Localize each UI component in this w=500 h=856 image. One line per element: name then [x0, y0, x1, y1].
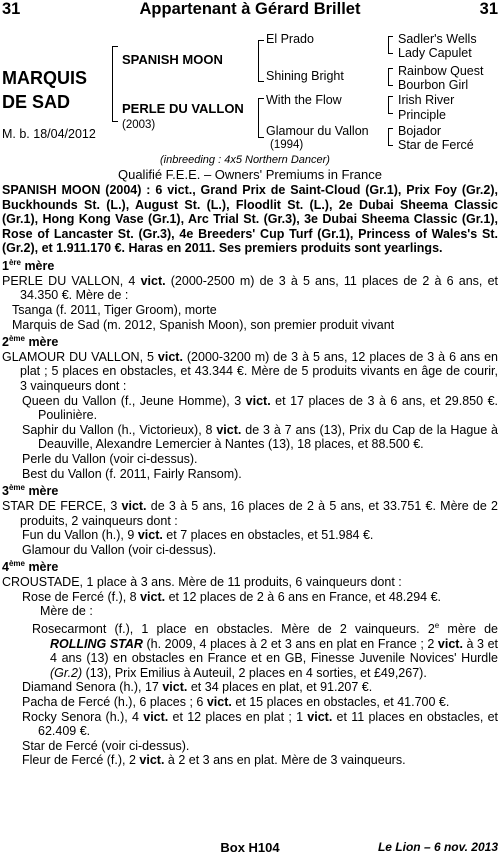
bracket-sire [258, 40, 264, 82]
sec-num: 1 [2, 259, 9, 274]
lot-number-left: 31 [2, 0, 21, 18]
text: et 7 places en obstacles, et 51.984 €. [162, 528, 374, 543]
text: STAR DE FERCE, 3 [2, 498, 122, 513]
sec-label: mère [24, 560, 59, 575]
sup: e [434, 620, 440, 630]
text: Rosecarmont (f.), 1 place en obstacles. Mère de 2 vainqueurs. 2 [32, 622, 435, 636]
text: (2000-2500 m) de 3 à 5 ans, 11 places de 2 à 6 ans, et 34.350 €. Mère de : [20, 273, 498, 303]
text: à 3 et 4 ans (13) en obstacles en France et en GB, Finesse Juvenile Novices' Hurdle [50, 636, 498, 666]
page-footer [0, 840, 500, 856]
dam-sire: With the Flow [266, 93, 342, 107]
catalogue-body [2, 183, 498, 768]
sire-sire: El Prado [266, 32, 314, 46]
text: (13), Prix Emilius à Auteuil, 2 places en 4 sorties, et £49,267). [82, 665, 427, 680]
ggp-8: Star de Fercé [398, 138, 474, 152]
text: et 11 places en obstacles, et 62.409 €. [38, 709, 498, 739]
text: mère de [439, 622, 498, 636]
progeny-item: Tsanga (f. 2011, Tiger Groom), morte [12, 302, 217, 317]
progeny-item: Glamour du Vallon (voir ci-dessus). [22, 542, 217, 557]
progeny-item [2, 528, 498, 543]
progeny-item: Best du Vallon (f. 2011, Fairly Ransom). [22, 466, 242, 481]
bracket-ggp-4 [388, 128, 393, 146]
progeny-item: Perle du Vallon (voir ci-dessus). [22, 452, 198, 466]
dam-dam-year: (1994) [270, 139, 304, 151]
text: GLAMOUR DU VALLON, 5 [2, 349, 158, 364]
text: et 12 places en plat ; 1 [168, 709, 308, 724]
bracket-parents [112, 46, 118, 122]
sec-label: mère [24, 484, 59, 499]
sec-num: 4 [2, 560, 9, 575]
vict: vict. [157, 349, 183, 364]
text: et 12 places de 2 à 6 ans en France, et 48.294 €. [165, 589, 442, 604]
progeny-item [2, 753, 498, 768]
dam-3-entry [2, 499, 498, 528]
section-1ere-mere [2, 256, 498, 274]
sec-sup: ème [8, 334, 25, 344]
text: (h. 2009, 4 places à 2 et 3 ans en plat en France ; 2 [142, 636, 438, 651]
ggp-7: Bojador [398, 124, 442, 138]
text: Rocky Senora (h.), 4 [22, 709, 144, 724]
horse-name-line1: MARQUIS [2, 68, 87, 88]
text: Diamand Senora (h.), 17 [22, 680, 163, 695]
sec-sup: ère [8, 257, 21, 267]
vict: vict. [206, 694, 232, 709]
grade: (Gr.2) [50, 665, 83, 680]
vict: vict. [139, 753, 165, 768]
dam-2-entry [2, 350, 498, 394]
text: PERLE DU VALLON, 4 [2, 273, 141, 288]
vict: vict. [307, 709, 333, 724]
text: Queen du Vallon (f., Jeune Homme), 3 [22, 393, 246, 408]
vict: vict. [143, 709, 169, 724]
rolling-star: ROLLING STAR [50, 636, 143, 651]
dam-year: (2003) [122, 119, 156, 131]
page-title: Appartenant à Gérard Brillet [139, 0, 361, 18]
text: et 34 places en plat, et 91.207 €. [187, 680, 373, 695]
progeny-item [2, 710, 498, 739]
vict: vict. [245, 393, 271, 408]
lot-number-right: 31 [479, 0, 498, 18]
text: Fleur de Fercé (f.), 2 [22, 753, 140, 768]
sire-name: SPANISH MOON [122, 52, 223, 67]
progeny-item: Marquis de Sad (m. 2012, Spanish Moon), son premier produit vivant [12, 317, 395, 332]
bracket-ggp-2 [388, 68, 393, 86]
progeny-item [2, 590, 498, 605]
dam-dam: Glamour du Vallon [266, 124, 369, 138]
sale-source: Le Lion – 6 nov. 2013 [377, 840, 498, 854]
progeny-item [2, 695, 498, 710]
sire-performance: SPANISH MOON (2004) : 6 vict., Grand Prix de Saint-Cloud (Gr.1), Prix Foy (Gr.2), Buckhounds St. (L.), August St. (L.), Floodlit St. (L.), 2e Dubai Sheema Classic (Gr.1), Hong Kong Vase (Gr.1), Arc Trial St. (Gr.3), 3e Dubai Sheema Classic (Gr.1), Rose of Lancaster St. (Gr.3), 4e Breeders' Cup Turf (Gr.1), Princess of Wales's St. (Gr.2), et 1.911.170 €. Haras en 2011. Ses premiers produits sont yearlings. [2, 183, 498, 256]
text: et 17 places de 3 à 6 ans, et 29.850 €. Poulinière. [38, 393, 499, 423]
horse-name-line2: DE SAD [2, 92, 71, 112]
text: de 3 à 7 ans (13), Prix du Cap de la Hague à Deauville, Alexandre Lemercier à Nantes (13), 18 places, et 88.500 €. [38, 422, 499, 452]
ggp-1: Sadler's Wells [398, 32, 477, 46]
text: (2000-3200 m) de 3 à 5 ans, 12 places de 3 à 6 ans en plat ; 5 places en obstacles, et 43.344 €. Mère de 5 produits vivants en âge de courir, 3 vainqueurs dont : [20, 349, 498, 394]
vict: vict. [216, 422, 242, 437]
vict: vict. [437, 636, 463, 651]
sec-sup: ème [8, 483, 25, 493]
box-number: Box H104 [220, 840, 280, 855]
ggp-4: Bourbon Girl [398, 78, 469, 92]
text: à 2 et 3 ans en plat. Mère de 3 vainqueurs. [164, 753, 406, 768]
text: de 3 à 5 ans, 16 places de 2 à 5 ans, et 33.751 €. Mère de 2 produits, 2 vainqueurs dont : [20, 498, 498, 528]
sire-dam: Shining Bright [266, 69, 344, 83]
dam-name: PERLE DU VALLON [122, 101, 244, 116]
ggp-6: Principle [398, 108, 446, 122]
page-header [2, 0, 498, 20]
vict: vict. [140, 273, 166, 288]
progeny-item: Star de Fercé (voir ci-dessus). [22, 738, 190, 753]
progeny-item [2, 423, 498, 452]
qualification-note [0, 167, 500, 182]
sec-label: mère [24, 335, 59, 350]
progeny-item [2, 394, 498, 423]
grandprogeny-item [2, 619, 498, 681]
horse-info: M. b. 18/04/2012 [2, 127, 96, 141]
text: Fun du Vallon (h.), 9 [22, 528, 138, 543]
mere-de-label: Mère de : [40, 604, 93, 619]
ggp-5: Irish River [398, 93, 455, 107]
vict: vict. [137, 528, 163, 543]
progeny-item [2, 680, 498, 695]
ggp-2: Lady Capulet [398, 46, 472, 60]
sec-num: 3 [2, 484, 9, 499]
sec-sup: ème [8, 559, 25, 569]
vict: vict. [140, 589, 166, 604]
sec-num: 2 [2, 335, 9, 350]
text: et 15 places en obstacles, et 41.700 €. [231, 694, 450, 709]
section-3eme-mere [2, 481, 498, 499]
bracket-dam [258, 98, 264, 138]
vict: vict. [162, 680, 188, 695]
section-4eme-mere [2, 557, 498, 575]
sec-label: mère [20, 259, 55, 274]
qualification-text: Qualifié F.E.E. – Owners' Premiums in France [117, 167, 382, 182]
dam-1-entry [2, 274, 498, 303]
section-2eme-mere [2, 332, 498, 350]
dam-4-entry: CROUSTADE, 1 place à 3 ans. Mère de 11 produits, 6 vainqueurs dont : [2, 575, 402, 590]
ggp-3: Rainbow Quest [398, 64, 484, 78]
inbreeding-note: (inbreeding : 4x5 Northern Dancer) [160, 154, 330, 166]
text: Pacha de Fercé (h.), 6 places ; 6 [22, 694, 207, 709]
bracket-ggp-1 [388, 36, 393, 54]
vict: vict. [121, 498, 147, 513]
text: Rose de Fercé (f.), 8 [22, 589, 141, 604]
bracket-ggp-3 [388, 96, 393, 114]
text: Saphir du Vallon (h., Victorieux), 8 [22, 422, 217, 437]
